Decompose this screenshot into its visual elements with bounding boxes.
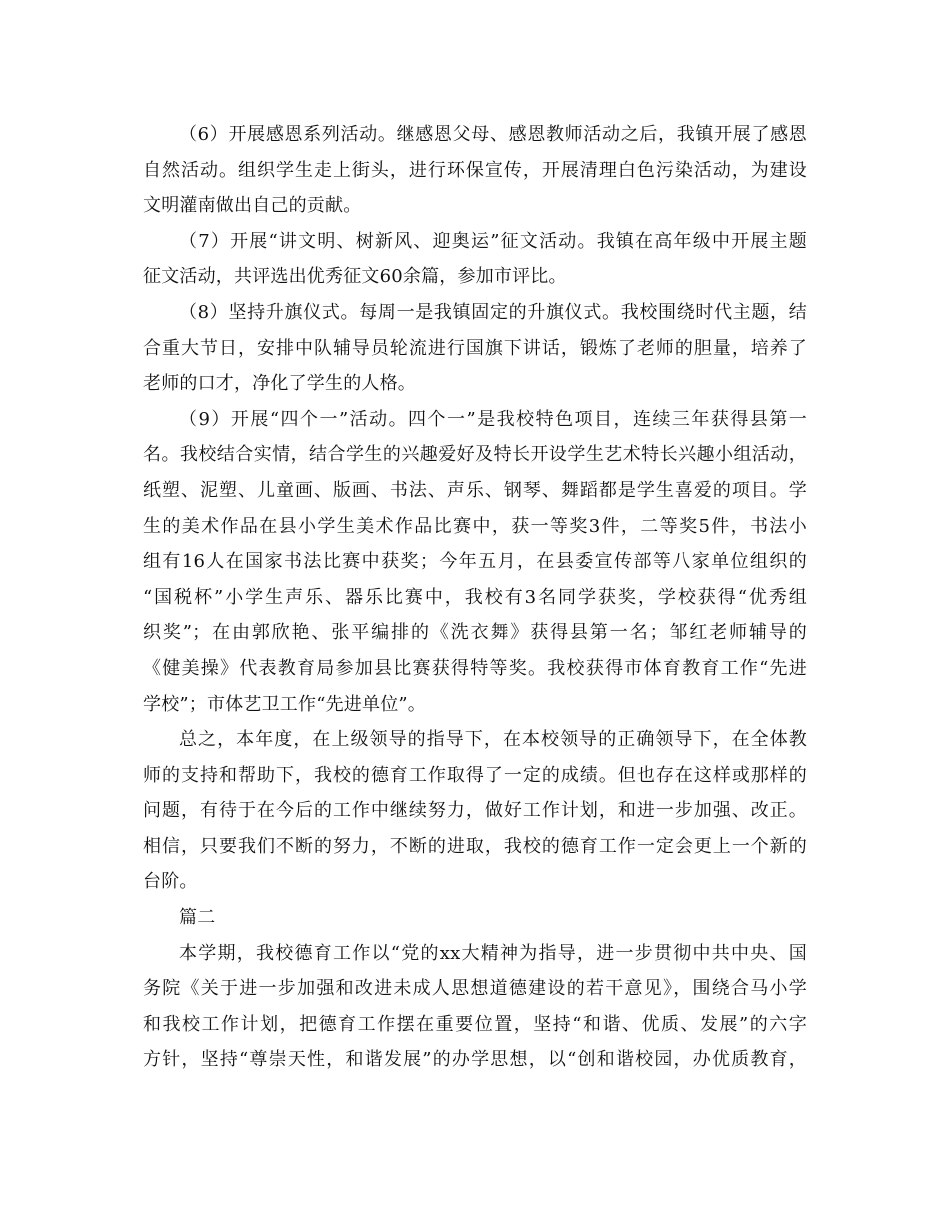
text-line: 织奖”；在由郭欣艳、张平编排的《洗衣舞》获得县第一名；邹红老师辅导的 — [143, 622, 807, 644]
text-line: 生的美术作品在县小学生美术作品比赛中，获一等奖3件，二等奖5件，书法小 — [143, 515, 807, 537]
text-line: 合重大节日，安排中队辅导员轮流进行国旗下讲话，锻炼了老师的胆量，培养了 — [143, 337, 807, 359]
text-line: 篇二 — [179, 907, 216, 929]
document-body — [143, 117, 807, 1078]
text-line: 纸塑、泥塑、儿童画、版画、书法、声乐、钢琴、舞蹈都是学生喜爱的项目。学 — [143, 479, 807, 501]
text-line: 本学期，我校德育工作以“党的xx大精神为指导，进一步贯彻中共中央、国 — [179, 942, 807, 964]
text-line: 总之，本年度，在上级领导的指导下，在本校领导的正确领导下，在全体教 — [179, 729, 807, 751]
paragraph-activity-7 — [143, 224, 807, 295]
text-line: 台阶。 — [143, 871, 198, 893]
text-line: 学校”；市体艺卫工作“先进单位”。 — [143, 693, 427, 715]
text-line: （8）坚持升旗仪式。每周一是我镇固定的升旗仪式。我校围绕时代主题，结 — [179, 301, 807, 323]
text-line: 自然活动。组织学生走上街头，进行环保宣传，开展清理白色污染活动，为建设 — [143, 159, 807, 181]
paragraph-semester-intro — [143, 936, 807, 1078]
text-line: 师的支持和帮助下，我校的德育工作取得了一定的成绩。但也存在这样或那样的 — [143, 764, 807, 786]
paragraph-activity-9 — [143, 402, 807, 722]
text-line: 老师的口才，净化了学生的人格。 — [143, 373, 416, 395]
text-line: 名。我校结合实情，结合学生的兴趣爱好及特长开设学生艺术特长兴趣小组活动， — [143, 444, 807, 466]
text-line: “国税杯”小学生声乐、器乐比赛中，我校有3名同学获奖，学校获得“优秀组 — [143, 586, 807, 608]
text-line: 《健美操》代表教育局参加县比赛获得特等奖。我校获得市体育教育工作“先进 — [143, 657, 807, 679]
text-line: （7）开展“讲文明、树新风、迎奥运”征文活动。我镇在高年级中开展主题 — [179, 230, 807, 252]
text-line: 问题，有待于在今后的工作中继续努力，做好工作计划，和进一步加强、改正。 — [143, 800, 807, 822]
text-line: 和我校工作计划，把德育工作摆在重要位置，坚持“和谐、优质、发展”的六字 — [143, 1013, 807, 1035]
paragraph-activity-8 — [143, 295, 807, 402]
paragraph-summary — [143, 722, 807, 900]
text-line: （9）开展“四个一”活动。四个一”是我校特色项目，连续三年获得县第一 — [179, 408, 807, 430]
text-line: （6）开展感恩系列活动。继感恩父母、感恩教师活动之后，我镇开展了感恩 — [179, 124, 807, 145]
text-line: 组有16人在国家书法比赛中获奖；今年五月，在县委宣传部等八家单位组织的 — [143, 551, 807, 573]
section-heading — [143, 900, 807, 936]
text-line: 相信，只要我们不断的努力，不断的进取，我校的德育工作一定会更上一个新的 — [143, 835, 807, 857]
text-line: 务院《关于进一步加强和改进未成人思想道德建设的若干意见》，围绕合马小学 — [143, 978, 807, 1000]
text-line: 征文活动，共评选出优秀征文60余篇，参加市评比。 — [143, 266, 567, 288]
text-line: 文明灌南做出自己的贡献。 — [143, 195, 362, 217]
text-line: 方针，坚持“尊崇天性，和谐发展”的办学思想，以“创和谐校园，办优质教育， — [143, 1049, 807, 1071]
paragraph-activity-6 — [143, 117, 807, 224]
